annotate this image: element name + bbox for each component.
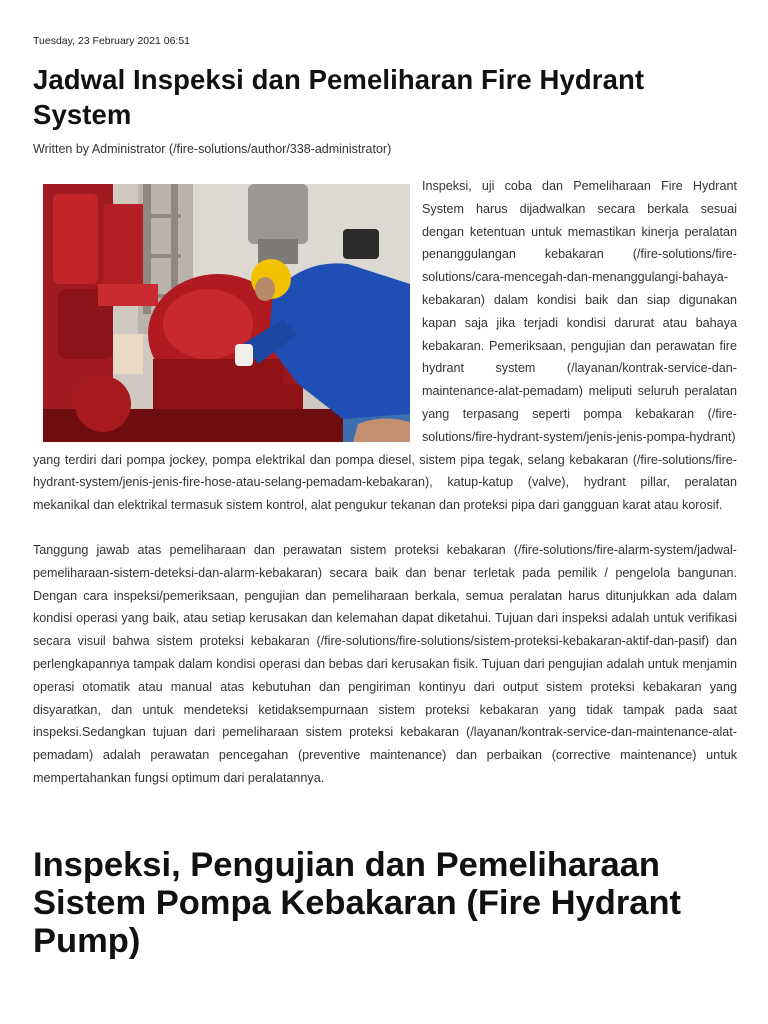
publish-date: Tuesday, 23 February 2021 06:51	[33, 35, 191, 47]
paragraph-1: Inspeksi, uji coba dan Pemeliharaan Fire Hydrant System harus dijadwalkan secara berkala sesuai dengan ketentuan untuk memastikan kinerja peralatan penanggulangan kebakaran (/fire-solutions/fire-solutions/cara-mencegah-dan-menanggulangi-bahaya-kebakaran) dalam kondisi baik dan siap digunakan kapan saja jika terjadi kondisi darurat atau bahaya kebakaran. Pemeriksaan, pengujian dan perawatan fire hydrant system (/layanan/kontrak-service-dan-maintenance-alat-pemadam) meliputi seluruh peralatan yang terpasang seperti pompa kebakaran (/fire-solutions/fire-hydrant-system/jenis-jenis-pompa-hydrant) yang terdiri dari pompa jockey, pompa elektrikal dan pompa diesel, sistem pipa tegak, selang kebakaran (/fire-solutions/fire-hydrant-system/jenis-jenis-fire-hose-atau-selang-pemadam-kebakaran), katup-katup (valve), hydrant pillar, peralatan mekanikal dan elektrikal termasuk sistem kontrol, alat pengukur tekanan dan proteksi pipa dari gangguan karat atau korosif.	[33, 179, 737, 513]
paragraph-2: Tanggung jawab atas pemeliharaan dan perawatan sistem proteksi kebakaran (/fire-solutions/fire-alarm-system/jadwal-pemeliharaan-sistem-deteksi-dan-alarm-kebakaran) secara baik dan benar terletak pada pemilik / pengelola bangunan. Dengan cara inspeksi/pemeriksaan, pengujian dan pemeliharaan berkala, semua peralatan harus ditunjukkan ada dalam kondisi operasi yang baik, atau setiap kerusakan dan kelemahan dapat diketahui. Tujuan dari inspeksi adalah untuk verifikasi secara visuil bahwa sistem proteksi kebakaran (/fire-solutions/fire-solutions/sistem-proteksi-kebakaran-aktif-dan-pasif) dan perlengkapannya tampak dalam kondisi operasi dan bebas dari kerusakan fisik. Tujuan dari pengujian adalah untuk menjamin operasi otomatik atau manual atas kebutuhan dan pengiriman kontinyu dari output sistem proteksi kebakaran yang disyaratkan, dan untuk mendeteksi ketidaksempurnaan sistem proteksi kebakaran yang tidak tampak pada saat inspeksi.Sedangkan tujuan dari pemeliharaan sistem proteksi kebakaran (/layanan/kontrak-service-dan-maintenance-alat-pemadam) adalah perawatan pencegahan (preventive maintenance) dan perbaikan (corrective maintenance) untuk mempertahankan fungsi optimum dari peralatannya.	[33, 542, 737, 785]
page-title: Jadwal Inspeksi dan Pemeliharan Fire Hydrant System	[33, 64, 645, 130]
section-heading: Inspeksi, Pengujian dan Pemeliharaan Sistem Pompa Kebakaran (Fire Hydrant Pump)	[33, 846, 682, 960]
fire-pump-maintenance-photo	[43, 184, 410, 442]
article-body	[33, 175, 737, 790]
author-line: Written by Administrator (/fire-solutions/author/338-administrator)	[33, 142, 392, 156]
